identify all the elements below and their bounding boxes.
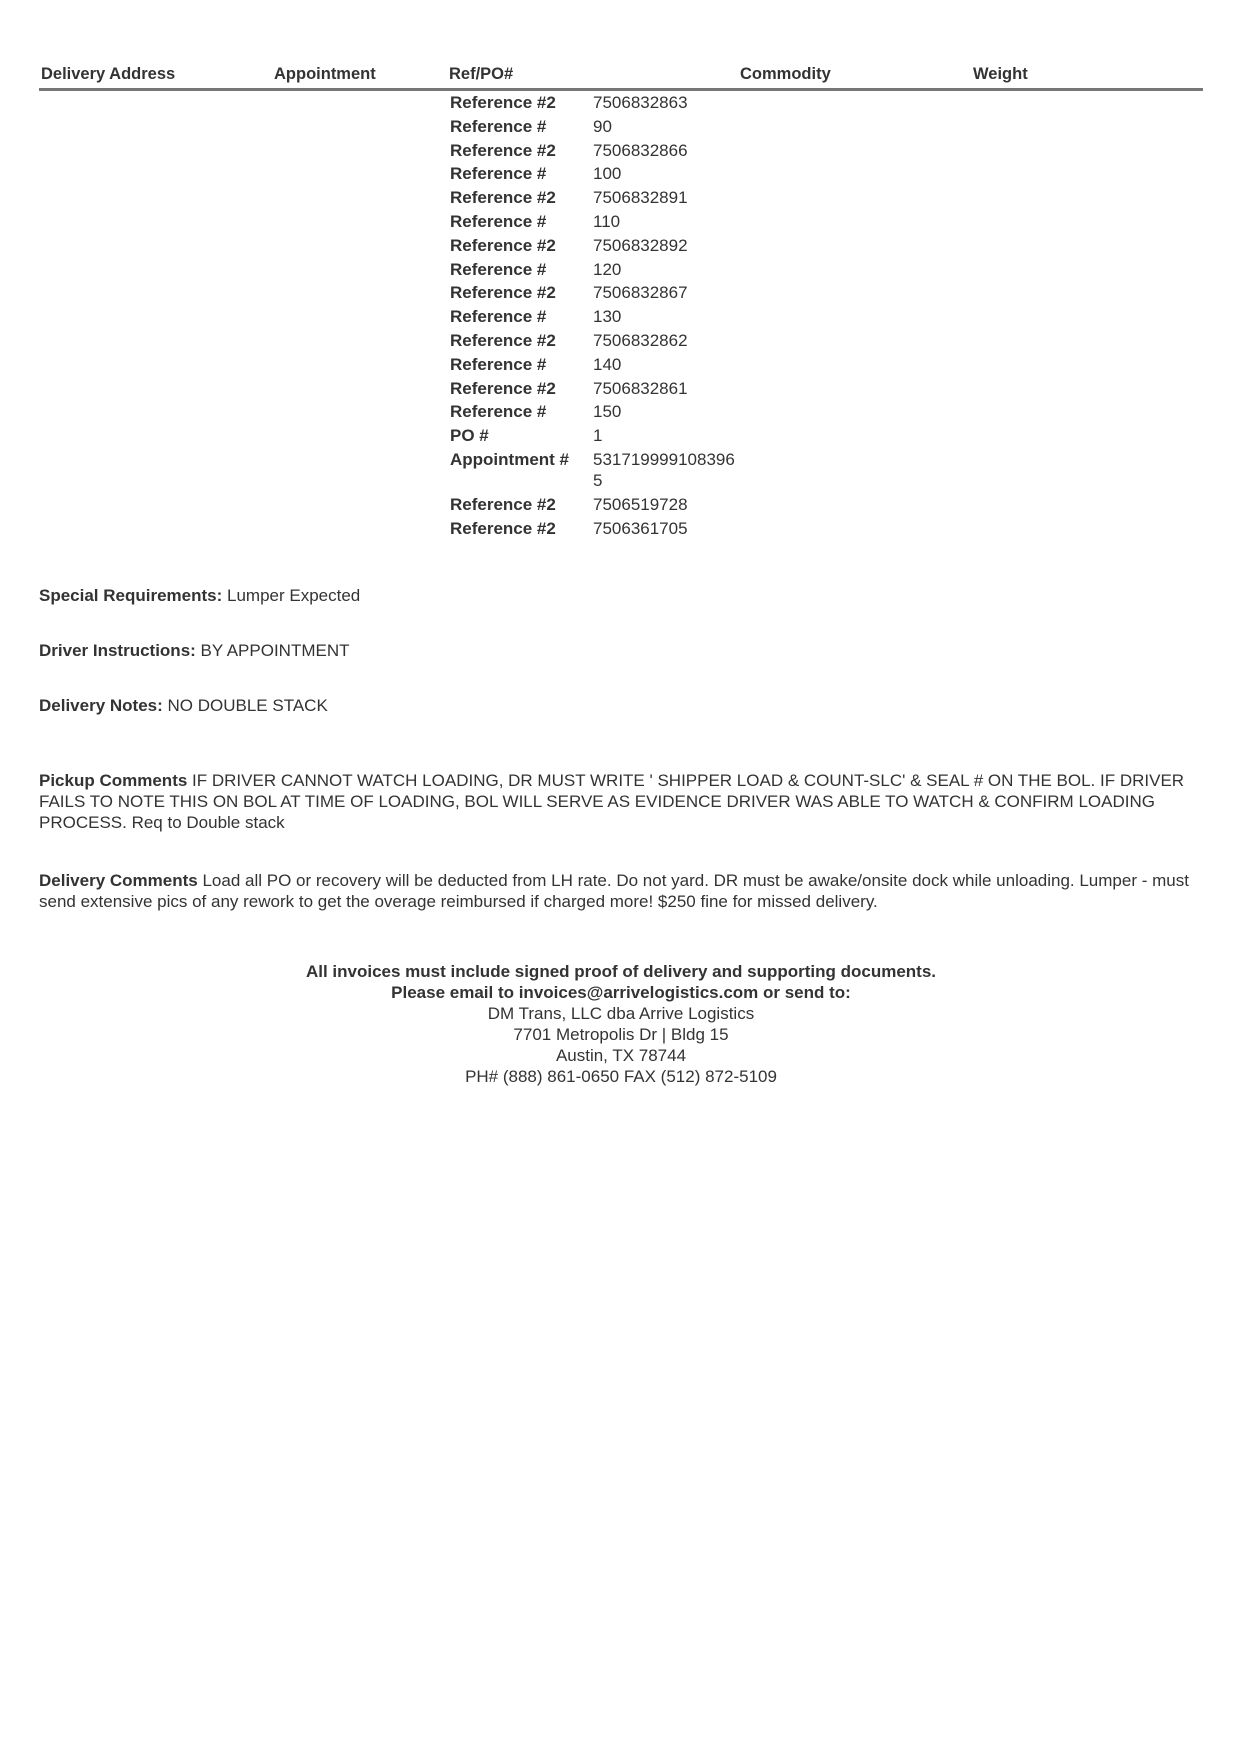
- reference-row: [450, 163, 770, 184]
- header-commodity: Commodity: [740, 65, 831, 83]
- header-delivery-address: Delivery Address: [41, 65, 176, 83]
- reference-row: [450, 425, 770, 446]
- reference-row: [450, 354, 770, 375]
- reference-value: 130: [593, 307, 622, 327]
- pickup-comments-value: IF DRIVER CANNOT WATCH LOADING, DR MUST WRITE ' SHIPPER LOAD & COUNT-SLC' & SEAL # ON THE BOL. IF DRIVER FAILS TO NOTE THIS ON BOL AT TIME OF LOADING, BOL WILL SERVE AS EVIDENCE DRIVER WAS ABLE TO WATCH & CONFIRM LOADING PROCESS. Req to Double stack: [39, 771, 1185, 832]
- reference-value: 7506519728: [593, 494, 688, 514]
- reference-value: 7506832892: [593, 235, 688, 255]
- reference-value: 7506832891: [593, 188, 688, 208]
- reference-value: 7506832863: [593, 93, 688, 112]
- reference-label: Reference #: [450, 354, 547, 374]
- reference-label: Reference #2: [450, 140, 556, 160]
- delivery-comments-label: Delivery Comments: [39, 871, 198, 890]
- reference-label: Reference #: [450, 307, 547, 327]
- special-requirements-label: Special Requirements:: [39, 586, 223, 605]
- delivery-notes-label: Delivery Notes:: [39, 696, 163, 715]
- reference-label: PO #: [450, 426, 489, 446]
- reference-row: [450, 187, 770, 208]
- delivery-comments: [39, 870, 1203, 912]
- footer-phone-fax: PH# (888) 861-0650 FAX (512) 872-5109: [465, 1067, 777, 1086]
- reference-row: [450, 92, 770, 113]
- reference-row: [450, 282, 770, 303]
- reference-row: [450, 140, 770, 161]
- reference-label: Reference #: [450, 116, 547, 136]
- footer-email-notice: Please email to invoices@arrivelogistics.com or send to:: [391, 983, 851, 1002]
- reference-row: [450, 259, 770, 280]
- footer-address-line2: Austin, TX 78744: [555, 1046, 687, 1065]
- reference-row: [450, 306, 770, 327]
- reference-value: 5317199991083965: [593, 449, 735, 490]
- reference-value: 7506361705: [593, 518, 688, 538]
- footer-invoice-notice: All invoices must include signed proof of delivery and supporting documents.: [305, 962, 937, 981]
- header-weight: Weight: [973, 65, 1028, 83]
- delivery-notes-value: NO DOUBLE STACK: [167, 696, 328, 715]
- reference-row: [450, 330, 770, 351]
- reference-label: Reference #2: [450, 378, 556, 398]
- reference-list: [450, 92, 770, 541]
- reference-value: 7506832867: [593, 283, 688, 303]
- reference-label: Reference #: [450, 211, 547, 231]
- reference-value: 120: [593, 259, 622, 279]
- reference-row: [450, 518, 770, 539]
- reference-label: Reference #2: [450, 235, 556, 255]
- reference-value: 7506832866: [593, 140, 688, 160]
- reference-row: [450, 235, 770, 256]
- invoice-footer: [39, 961, 1203, 1087]
- reference-label: Reference #2: [450, 330, 556, 350]
- reference-row: [450, 449, 770, 491]
- reference-label: Reference #: [450, 164, 547, 184]
- pickup-comments-label: Pickup Comments: [39, 771, 188, 790]
- reference-label: Reference #2: [450, 494, 556, 514]
- reference-value: 100: [593, 164, 622, 184]
- footer-company: DM Trans, LLC dba Arrive Logistics: [487, 1004, 755, 1023]
- reference-value: 90: [593, 116, 612, 136]
- reference-row: [450, 211, 770, 232]
- reference-row: [450, 378, 770, 399]
- reference-row: [450, 494, 770, 515]
- reference-row: [450, 401, 770, 422]
- reference-label: Reference #2: [450, 93, 556, 112]
- special-requirements: [39, 585, 1203, 606]
- reference-label: Reference #2: [450, 283, 556, 303]
- reference-value: 1: [593, 426, 603, 446]
- reference-label: Reference #: [450, 259, 547, 279]
- reference-label: Reference #2: [450, 188, 556, 208]
- reference-label: Appointment #: [450, 449, 569, 469]
- reference-label: Reference #2: [450, 518, 556, 538]
- reference-value: 7506832862: [593, 330, 688, 350]
- driver-instructions: [39, 640, 1203, 661]
- footer-address-line1: 7701 Metropolis Dr | Bldg 15: [513, 1025, 729, 1044]
- driver-instructions-label: Driver Instructions:: [39, 641, 196, 660]
- delivery-comments-value: Load all PO or recovery will be deducted from LH rate. Do not yard. DR must be awake/onsite dock while unloading. Lumper - must send extensive pics of any rework to get the overage reimbursed if charged more! $250 fine for missed delivery.: [39, 871, 1189, 911]
- header-appointment: Appointment: [274, 65, 376, 83]
- reference-value: 140: [593, 354, 622, 374]
- pickup-comments: [39, 770, 1203, 833]
- reference-label: Reference #: [450, 402, 547, 422]
- special-requirements-value: Lumper Expected: [227, 586, 361, 605]
- driver-instructions-value: BY APPOINTMENT: [200, 641, 350, 660]
- reference-row: [450, 116, 770, 137]
- reference-value: 7506832861: [593, 378, 688, 398]
- header-ref-po: Ref/PO#: [449, 65, 514, 83]
- delivery-notes: [39, 695, 1203, 716]
- reference-value: 150: [593, 402, 622, 422]
- reference-value: 110: [593, 211, 621, 231]
- table-header: [39, 64, 1203, 91]
